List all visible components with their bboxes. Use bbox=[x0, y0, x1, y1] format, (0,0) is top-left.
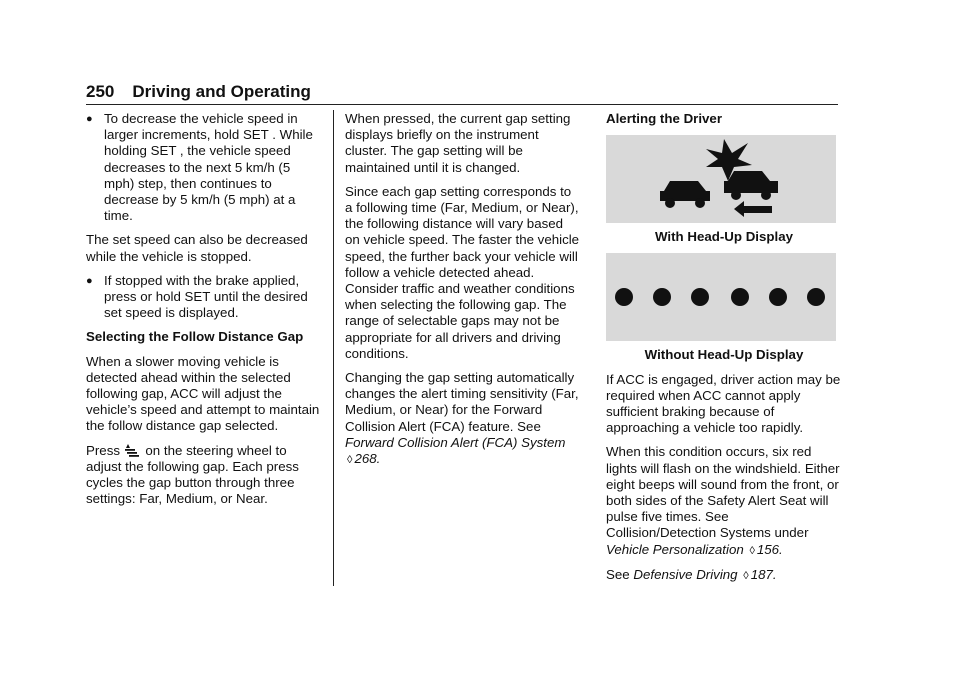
caption-without-hud: Without Head-Up Display bbox=[644, 347, 804, 363]
column-divider bbox=[333, 110, 334, 586]
paragraph: Since each gap setting corresponds to a following time (Far, Medium, or Near), the following distance will vary based on vehicle speed. The faster the vehicle speed, the further back your vehicle will follow a vehicle detected ahead. Consider traffic and weather conditions when selecting the following gap. The range of selectable gaps may not be appropriate for all drivers and driving conditions. bbox=[345, 183, 580, 361]
page-header bbox=[86, 82, 838, 105]
paragraph: The set speed can also be decreased while the vehicle is stopped. bbox=[86, 232, 308, 264]
text: on the steering wheel to adjust the following gap. Each press cycles the gap button through three settings: Far, Medium, or Near. bbox=[86, 442, 299, 507]
bullet-text: If stopped with the brake applied, press or hold SET until the desired set speed is displayed. bbox=[104, 272, 308, 321]
subheading-alerting: Alerting the Driver bbox=[606, 111, 723, 126]
section-title: Driving and Operating bbox=[132, 82, 311, 101]
bullet-dot-icon: ● bbox=[86, 274, 93, 287]
collision-alert-icon bbox=[606, 135, 836, 223]
paragraph-press-gap bbox=[86, 443, 322, 508]
link-vehicle-personalization[interactable]: Vehicle Personalization bbox=[606, 541, 744, 557]
page-ref-icon: ◊ bbox=[743, 569, 749, 582]
link-fca[interactable]: Forward Collision Alert (FCA) System bbox=[345, 434, 566, 450]
bullet-decrease-speed bbox=[86, 111, 322, 224]
caption-with-hud: With Head-Up Display bbox=[654, 229, 794, 245]
follow-gap-icon bbox=[124, 443, 142, 457]
paragraph-fca-ref bbox=[345, 370, 581, 468]
column-1 bbox=[86, 111, 322, 515]
page-ref[interactable]: 156. bbox=[756, 541, 783, 557]
page-number: 250 bbox=[86, 82, 115, 101]
page-ref[interactable]: 268. bbox=[354, 451, 381, 467]
paragraph-warning bbox=[606, 444, 842, 558]
column-3 bbox=[606, 111, 842, 592]
figure-head-up-display bbox=[606, 135, 836, 223]
bullet-text: To decrease the vehicle speed in larger increments, hold SET . While holding SET , the vehicle speed decreases to the next 5 km/h (5 mph) step, then continues to decrease by 5 km/h (5 mph) at a time. bbox=[104, 111, 313, 224]
text: See bbox=[606, 566, 630, 582]
paragraph: When a slower moving vehicle is detected ahead within the selected following gap, ACC will adjust the vehicle’s speed and attempt to maintain the follow distance gap selected. bbox=[86, 353, 320, 434]
bullet-dot-icon: ● bbox=[86, 113, 93, 125]
bullet-stopped bbox=[86, 273, 322, 322]
figure-without-head-up-display bbox=[606, 253, 836, 341]
page-ref[interactable]: 187. bbox=[750, 566, 777, 582]
six-red-lights-icon bbox=[606, 253, 836, 341]
page-ref-icon: ◊ bbox=[347, 454, 353, 467]
text: When this condition occurs, six red lights will flash on the windshield. Either eight beeps will sound from the front, or both sides of the Safety Alert Seat will pulse five times. See Collision/Detection Systems under bbox=[606, 444, 840, 541]
link-defensive-driving[interactable]: Defensive Driving bbox=[633, 566, 738, 582]
paragraph: When pressed, the current gap setting displays briefly on the instrument cluster. The gap setting will be maintained until it is changed. bbox=[345, 111, 571, 175]
column-2 bbox=[345, 111, 581, 476]
subheading-follow-gap: Selecting the Follow Distance Gap bbox=[86, 329, 304, 345]
paragraph: If ACC is engaged, driver action may be required when ACC cannot apply sufficient braking because of approaching a vehicle too rapidly. bbox=[606, 371, 841, 436]
page-ref-icon: ◊ bbox=[749, 544, 755, 557]
text: Changing the gap setting automatically changes the alert timing sensitivity (Far, Medium, or Near) for the Forward Collision Alert (FCA) feature. See bbox=[345, 370, 579, 434]
text: Press bbox=[86, 442, 120, 458]
paragraph-defensive bbox=[606, 567, 842, 584]
